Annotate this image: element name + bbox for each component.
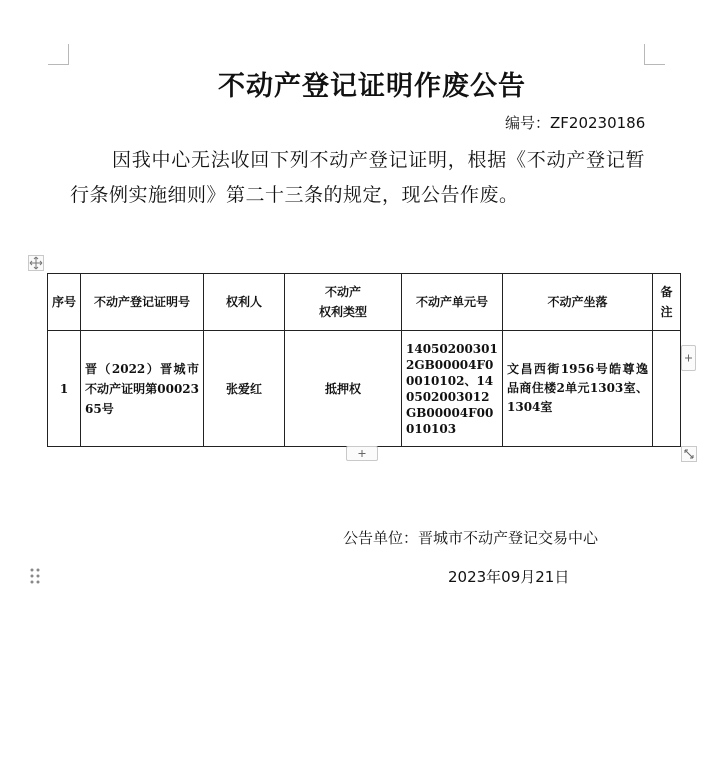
announcement-body: 因我中心无法收回下列不动产登记证明，根据《不动产登记暂行条例实施细则》第二十三条的规定，现公告作废。 <box>70 149 645 206</box>
header-remark: 备注 <box>653 274 681 331</box>
document-number: 编号：ZF20230186 <box>505 114 646 132</box>
page-corner-mark-top-left <box>48 44 69 65</box>
header-location: 不动产坐落 <box>503 274 653 331</box>
document-title: 不动产登记证明作废公告 <box>218 71 526 102</box>
header-unit: 不动产单元号 <box>402 274 503 331</box>
cell-cert: 晋（2022）晋城市不动产证明第0002365号 <box>81 331 204 447</box>
header-cert: 不动产登记证明号 <box>81 274 204 331</box>
cell-remark <box>653 331 681 447</box>
add-column-button[interactable] <box>681 345 696 371</box>
cell-location: 文昌西街1956号皓尊逸品商住楼2单元1303室、1304室 <box>503 331 653 447</box>
table-header-row <box>48 274 681 331</box>
cell-holder: 张爱红 <box>204 331 285 447</box>
paragraph-drag-handle-icon[interactable] <box>29 567 41 585</box>
cell-right-type: 抵押权 <box>285 331 402 447</box>
header-holder: 权利人 <box>204 274 285 331</box>
page-corner-mark-top-right <box>644 44 665 65</box>
header-seq: 序号 <box>48 274 81 331</box>
void-certificate-table <box>47 273 681 447</box>
announcement-date: 2023年09月21日 <box>448 568 570 586</box>
header-right-type: 不动产 权利类型 <box>285 274 402 331</box>
announcing-unit: 公告单位：晋城市不动产登记交易中心 <box>343 529 599 547</box>
cell-unit: 140502003012GB00004F00010102、140502003012GB00004F00010103 <box>402 331 503 447</box>
table-resize-handle-icon[interactable] <box>681 446 697 462</box>
table-move-handle-icon[interactable] <box>28 255 44 271</box>
table-row <box>48 331 681 447</box>
add-row-button[interactable] <box>346 446 378 461</box>
cell-seq: 1 <box>48 331 81 447</box>
